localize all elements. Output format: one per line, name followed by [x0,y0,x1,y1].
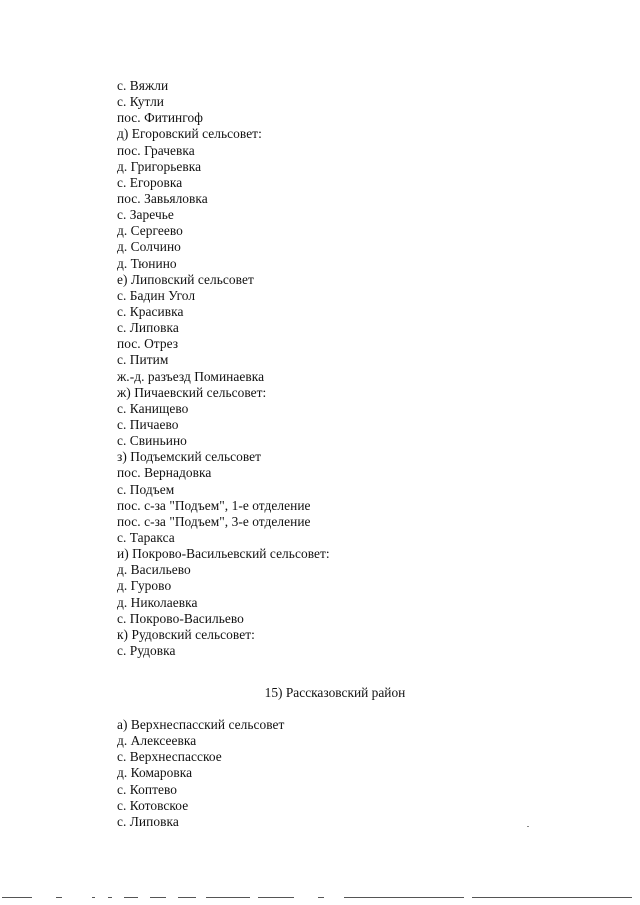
list-line: пос. Фитингоф [117,110,203,126]
list-line: с. Егоровка [117,174,183,190]
subsection-heading: к) Рудовский сельсовет: [117,626,255,642]
list-line: д. Алексеевка [117,733,197,749]
list-line: с. Канищево [117,400,189,416]
list-line: с. Котовское [117,797,189,813]
scan-speck [527,826,529,827]
list-line: д. Васильево [117,562,191,578]
subsection-heading: д) Егоровский сельсовет: [117,126,262,142]
list-line: с. Кутли [117,94,165,110]
list-line: пос. Отрез [117,336,179,352]
list-line: д. Григорьевка [117,158,202,174]
list-line: ж.-д. разъезд Поминаевка [117,368,265,384]
list-line: пос. Завьяловка [117,190,208,206]
subsection-heading: з) Подъемский сельсовет [117,449,262,465]
list-line: с. Питим [117,352,169,368]
list-line: пос. Грачевка [117,142,195,158]
list-line: с. Верхнеспасское [117,749,222,765]
list-line: с. Свиньино [117,433,187,449]
list-line: пос. Вернадовка [117,465,212,481]
subsection-heading: а) Верхнеспасский сельсовет [117,717,285,732]
list-line: д. Солчино [117,239,181,255]
settlement-list-section-15 [117,717,557,830]
list-line: пос. с-за "Подъем", 3-е отделение [117,513,311,529]
subsection-heading: ж) Пичаевский сельсовет: [117,384,267,400]
list-line: с. Красивка [117,303,184,319]
scan-bottom-edge [0,896,640,900]
settlement-list-section-14 [117,78,557,659]
list-line: с. Покрово-Васильево [117,610,244,626]
subsection-heading: е) Липовский сельсовет [117,271,254,287]
list-line: д. Тюнино [117,255,177,271]
list-line: пос. с-за "Подъем", 1-е отделение [117,497,311,513]
list-line: с. Бадин Угол [117,287,196,303]
list-line: с. Пичаево [117,416,179,432]
list-line: с. Липовка [117,813,179,829]
list-line: с. Таракса [117,529,175,545]
list-line: с. Рудовка [117,642,176,658]
list-line: д. Сергеево [117,223,183,239]
list-line: д. Комаровка [117,765,193,781]
list-line: с. Вяжли [117,78,169,93]
list-line: с. Подъем [117,481,175,497]
list-line: с. Заречье [117,207,174,223]
list-line: с. Коптево [117,781,177,797]
list-line: д. Гурово [117,578,172,594]
section-heading: 15) Рассказовский район [264,685,406,700]
list-line: с. Липовка [117,320,179,336]
list-line: д. Николаевка [117,594,198,610]
subsection-heading: и) Покрово-Васильевский сельсовет: [117,546,330,562]
